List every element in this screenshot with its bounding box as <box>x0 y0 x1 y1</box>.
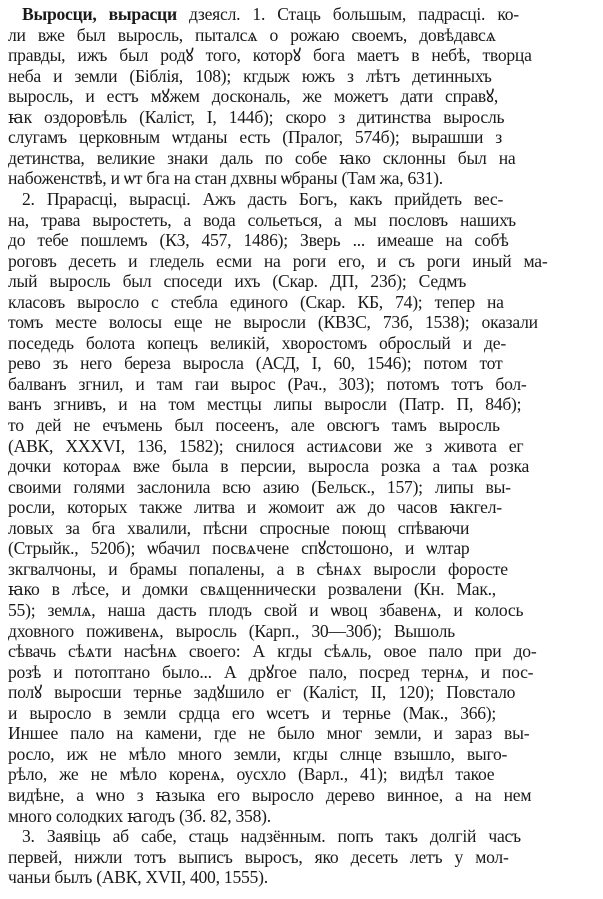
entry-line: (Стрыйк., 520б); ѡбачил посвѧчене спꙋстошоно, и ѡлтар <box>8 538 470 559</box>
entry-line: росли, которых также литва и жомоит аж до часов ꙗкгел- <box>8 497 502 518</box>
entry-line: своими голями заслонила всю азию (Бельск., 157); липы вы- <box>8 476 511 497</box>
entry-line: росло, иж не мѣло много земли, кгды слнце взышло, выго- <box>8 743 508 764</box>
entry-line: рево зъ него береза выросла (АСД, I, 60, 1546); потом тот <box>8 353 503 374</box>
entry-line: розѣ и потоптано было... А дрꙋгое пало, посред тернѧ, и пос- <box>8 661 534 682</box>
entry-line: выросль, и естъ мꙋжем доскональ, же можетъ дати справꙋ, <box>8 86 499 107</box>
entry-line: ꙗк оздоровѣль (Каліст, I, 144б); скоро з дитинства выросль <box>8 106 505 127</box>
entry-line: 55); землѧ, наша дасть плодъ свой и ѡвоц збавенѧ, и колось <box>8 600 524 620</box>
entry-line: роговъ десеть и гледель есми на роги его, и съ роги иный ма- <box>8 250 548 271</box>
entry-line: чаньи былъ (АВК, XVII, 400, 1555). <box>8 867 268 888</box>
entry-line: слугамъ церковным ѡтданы есть (Пралог, 574б); вырашши з <box>8 127 503 148</box>
entry-line: дочки котораѧ вже была в персии, выросла розка а таѧ розка <box>8 456 530 477</box>
entry-line: поседедь болота копецъ великій, хворостомъ оброслый и де- <box>8 332 506 353</box>
entry-line: 3. Заявіць аб сабе, стаць надзённым. попъ такъ долгій часъ <box>22 826 521 846</box>
entry-line: ли вже был выросль, пыталсѧ о рожаю своемъ, довѣдавсѧ <box>8 24 496 45</box>
entry-line: Иншее пало на камени, где не было мног земли, и зараз вы- <box>8 723 530 744</box>
entry-line: неба и земли (Біблія, 108); кгдыж южъ з лѣтъ детинныхъ <box>8 65 492 86</box>
entry-line: и выросло в земли срдца его ѡсетъ и тернье (Мак., 366); <box>8 702 497 723</box>
entry-line: лый выросль был споседи ихъ (Скар. ДП, 23б); Седмъ <box>8 271 467 292</box>
entry-line: рѣло, же не мѣло коренѧ, оусхло (Варл., 41); видѣл такое <box>8 764 495 785</box>
entry-line: сѣвачь сѣѧти насѣнѧ своего: А кгды сѣѧль, овое пало при до- <box>8 641 537 662</box>
entry-line: зкгвалчоны, и брамы попалены, а в сѣнѧх выросли форосте <box>8 558 508 579</box>
entry-line: ꙗко в лѣсе, и домки свѧщеннически розвалени (Кн. Мак., <box>8 579 496 600</box>
entry-line: балванъ згнил, и там гаи вырос (Рач., 303); потомъ тотъ бол- <box>8 373 527 394</box>
entry-line: 2. Прарасці, вырасці. Ажъ дасть Богъ, какъ прийдеть вес- <box>22 189 504 209</box>
entry-line: детинства, великие знаки даль по собе ꙗко склонны был на <box>8 147 516 168</box>
entry-line: (АВК, XXXVI, 136, 1582); снилося астиѧсови же з живота ег <box>8 435 524 456</box>
entry-line: класовъ выросло с стебла единого (Скар. КБ, 74); тепер на <box>8 291 504 312</box>
entry-line: первей, нижли тотъ выписъ выросъ, яко десеть летъ у мол- <box>8 846 509 867</box>
entry-line: Выросци, вырасци дзеясл. 1. Стаць большым, падрасці. ко- <box>22 4 519 24</box>
entry-line: до тебе пошлемъ (КЗ, 457, 1486); Зверь ... имеаше на собѣ <box>8 230 509 251</box>
entry-line: томъ месте волосы еще не выросли (КВЗС, 73б, 1538); оказали <box>8 312 538 333</box>
entry-line: то дей не ечъмень был посеенъ, але овсюгъ тамъ выросль <box>8 415 500 435</box>
entry-line: ванъ згнивъ, и на том местцы липы выросли (Патр. П, 84б); <box>8 394 522 415</box>
entry-line: набоженствѣ, и ѡт бга на стан дхвны ѡбраны (Там жа, 631). <box>8 168 443 189</box>
entry-line: дховного поживенѧ, выросль (Карп., 30—30б); Вышоль <box>8 620 455 641</box>
entry-line: правды, ижъ был родꙋ того, которꙋ бога маетъ в небѣ, творца <box>8 45 532 66</box>
entry-line: много солодких ꙗгодъ (Зб. 82, 358). <box>8 805 271 826</box>
entry-line: на, трава выростеть, а вода сольеться, а мы пословъ нашихъ <box>8 209 516 230</box>
entry-line: ловых за бга хвалили, пѣсни спросные поющ спѣваючи <box>8 517 470 538</box>
entry-line: видѣне, а ѡно з ꙗзыка его выросло дерево винное, а на нем <box>8 784 532 805</box>
headword: Выросци, вырасци <box>22 4 177 24</box>
entry-line: полꙋ выросши тернье задꙋшило ег (Каліст, II, 120); Повстало <box>8 682 516 703</box>
